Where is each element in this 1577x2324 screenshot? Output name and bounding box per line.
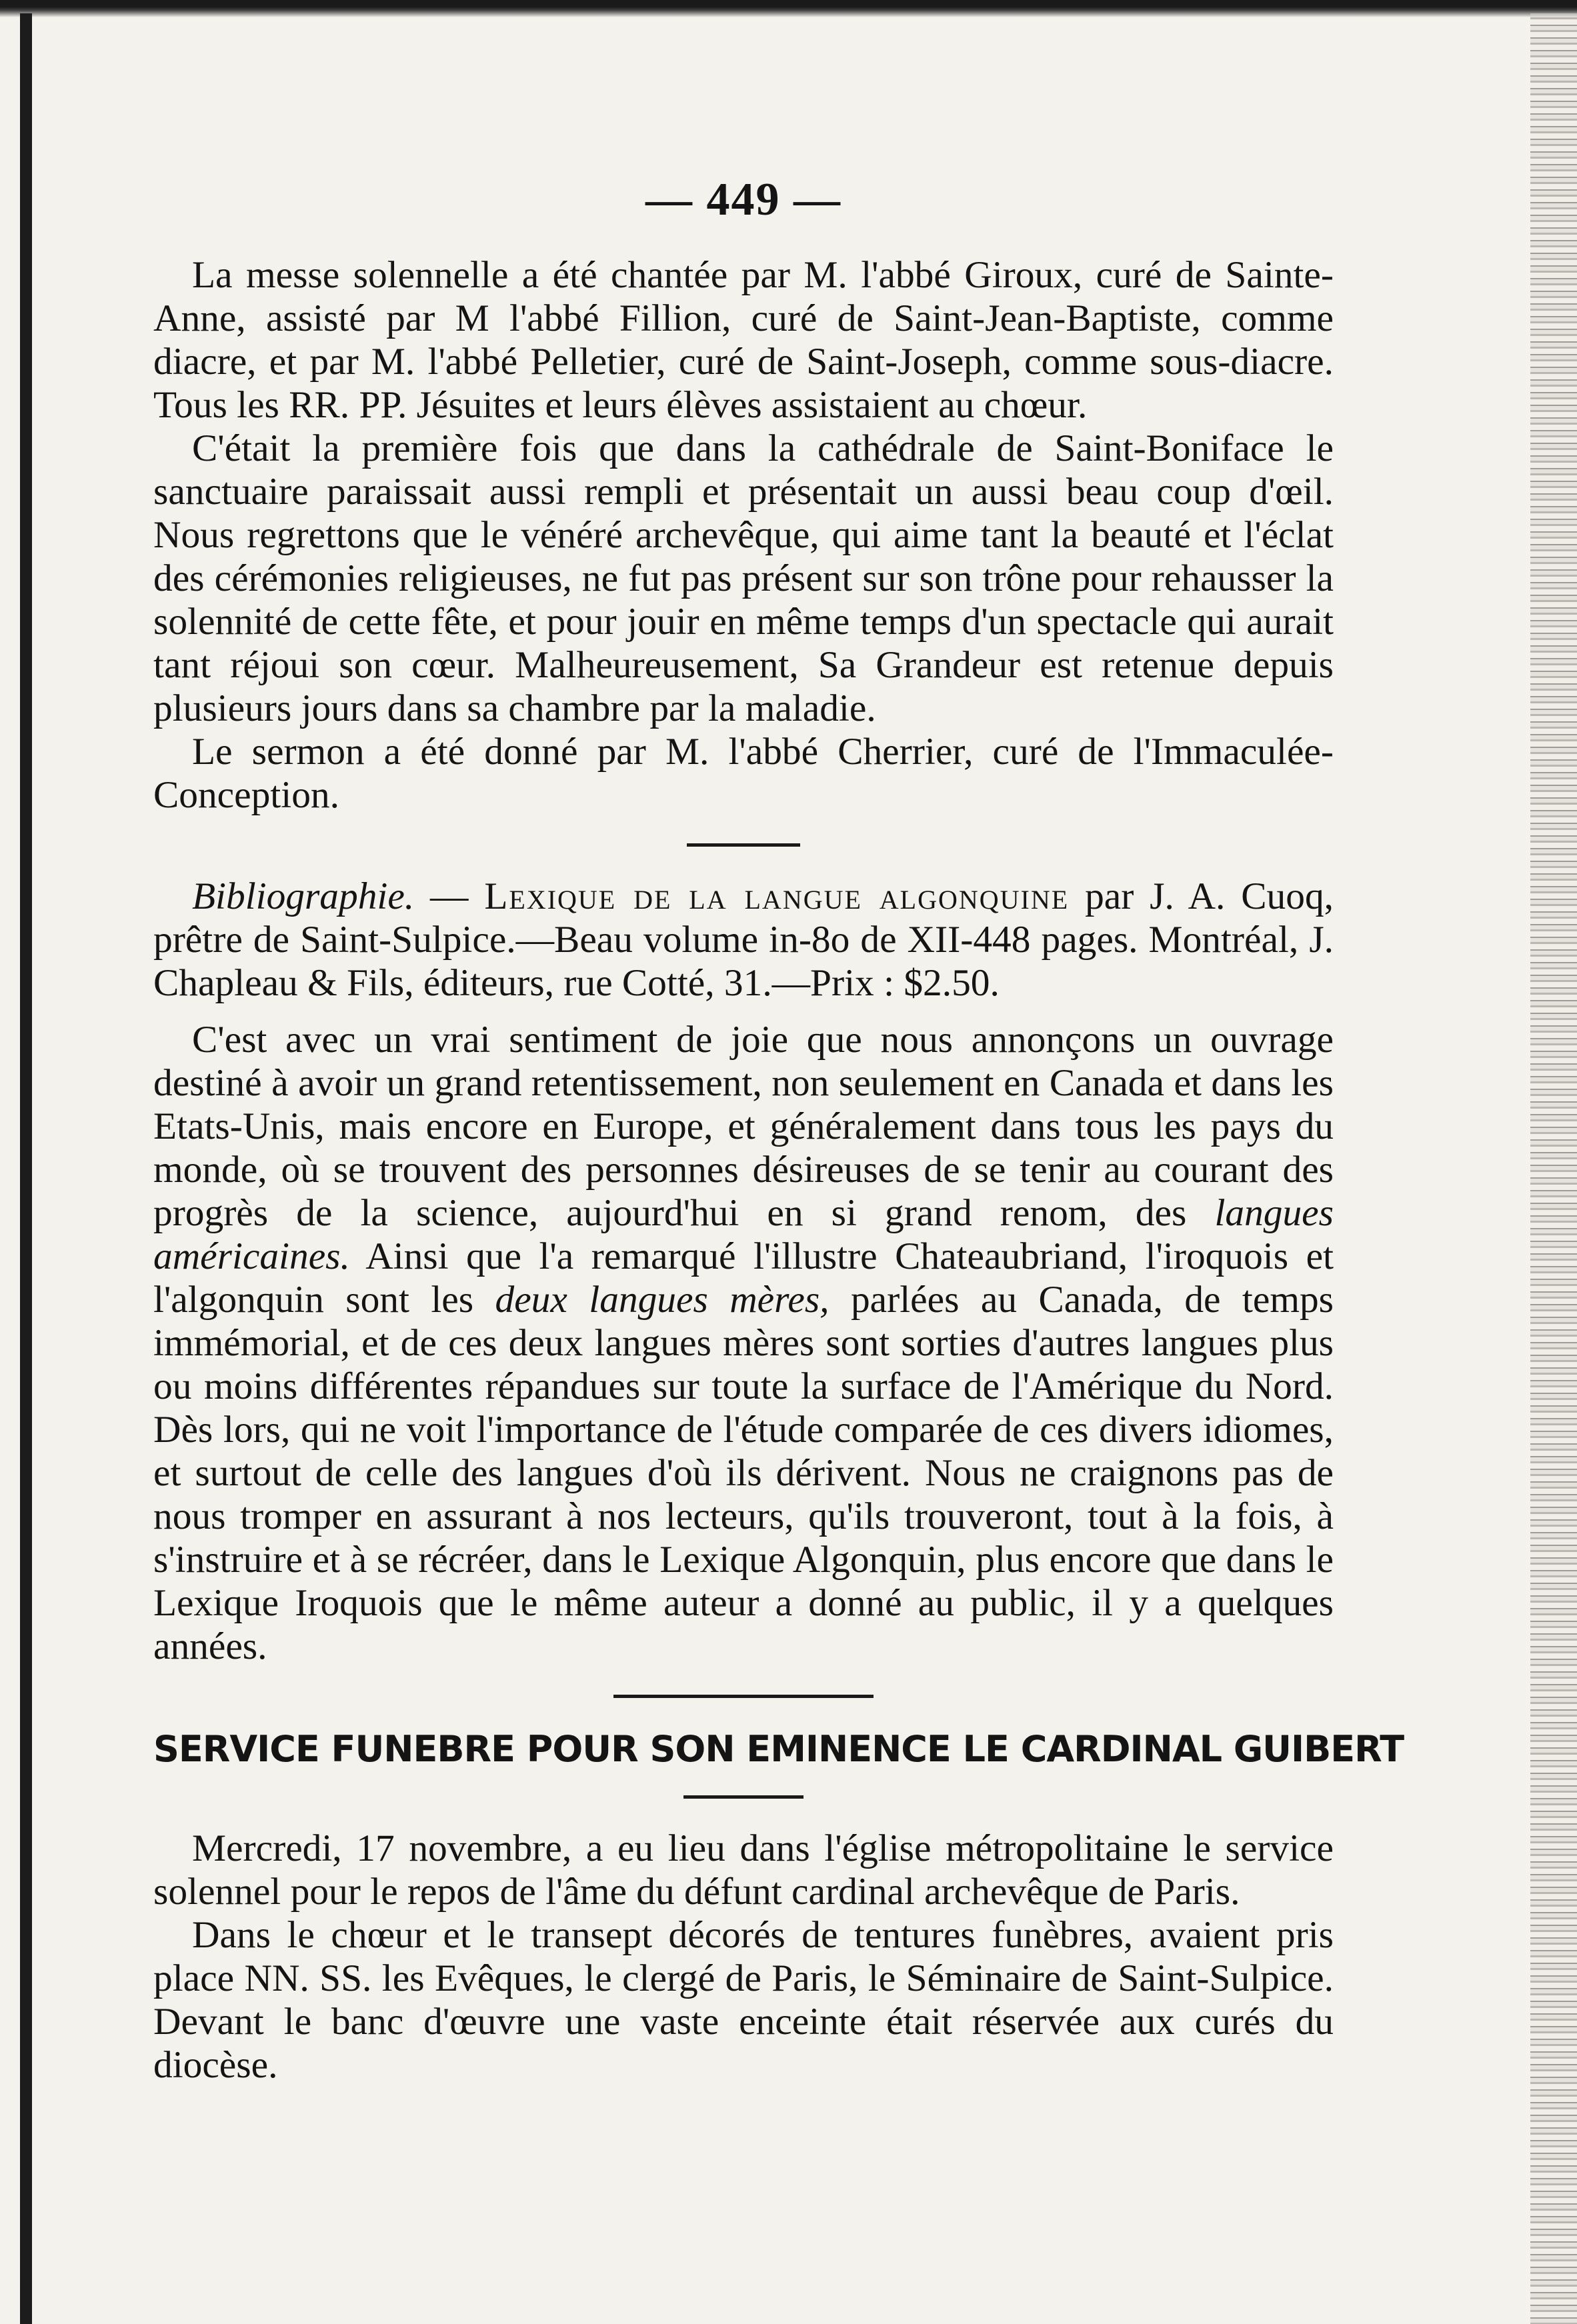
review-text-2: Ainsi que l'a remarqué l'illustre Chateaubriand, l'iroquois et l'algonquin sont les [153, 1235, 1334, 1321]
section-heading: SERVICE FUNEBRE POUR SON EMINENCE LE CARDINAL GUIBERT [153, 1728, 1404, 1770]
paragraph-cathedral: C'était la première fois que dans la cathédrale de Saint-Boniface le sanctuaire paraissait aussi rempli et présentait un aussi beau coup d'œil. Nous regrettons que le vénéré archevêque, qui aime tant la beauté et l'éclat des cérémonies religieuses, ne fut pas présent sur son trône pour rehausser la solennité de cette fête, et pour jouir en même temps d'un spectacle qui aurait tant réjoui son cœur. Malheureusement, Sa Grandeur est retenue depuis plusieurs jours dans sa chambre par la maladie. [153, 427, 1334, 729]
bibliography-entry [153, 875, 1334, 1005]
heading-underline [683, 1795, 804, 1799]
page-number-left-ornament: — [645, 174, 707, 225]
top-border [0, 0, 1577, 17]
paragraph-sermon: Le sermon a été donné par M. l'abbé Cherrier, curé de l'Immaculée-Conception. [153, 731, 1334, 816]
bibliography-details: par J. A. Cuoq, prêtre de Saint-Sulpice.—Beau volume in-8o de XII-448 pages. Montréal, J. Chapleau & Fils, éditeurs, rue Cotté, 31.—Prix : $2.50. [153, 875, 1334, 1004]
review-emphasis-1: langues américaines. [153, 1192, 1334, 1277]
bibliography-label: Bibliographie. [192, 875, 415, 917]
paragraph-mass: La messe solennelle a été chantée par M. l'abbé Giroux, curé de Sainte-Anne, assisté par M l'abbé Fillion, curé de Saint-Jean-Baptiste, comme diacre, et par M. l'abbé Pelletier, curé de Saint-Joseph, comme sous-diacre. Tous les RR. PP. Jésuites et leurs élèves assistaient au chœur. [153, 254, 1334, 426]
left-border [20, 13, 32, 2324]
section-divider [613, 1695, 874, 1698]
bibliography-dash: — [414, 875, 485, 917]
review-text-1: C'est avec un vrai sentiment de joie que nous annonçons un ouvrage destiné à avoir un grand retentissement, non seulement en Canada et dans les Etats-Unis, mais encore en Europe, et généralement dans tous les pays du monde, où se trouvent des personnes désireuses de se tenir au courant des progrès de la science, aujourd'hui en si grand renom, des [153, 1019, 1334, 1234]
section-divider [687, 843, 800, 847]
bibliography-title: Lexique de la langue algonquine [484, 875, 1070, 917]
review-emphasis-2: deux langues mères, [495, 1279, 830, 1321]
review-text-3: parlées au Canada, de temps immémorial, et de ces deux langues mères sont sorties d'autres langues plus ou moins différentes répandues sur toute la surface de l'Amérique du Nord. Dès lors, qui ne voit l'importance de l'étude comparée de ces divers idiomes, et surtout de celle des langues d'où ils dérivent. Nous ne craignons pas de nous tromper en assurant à nos lecteurs, qu'ils trouveront, tout à la fois, à s'instruire et à se récréer, dans le Lexique Algonquin, plus encore que dans le Lexique Iroquois que le même auteur a donné au public, il y a quelques années. [153, 1279, 1334, 1667]
paragraph-choir: Dans le chœur et le transept décorés de tentures funèbres, avaient pris place NN. SS. les Evêques, le clergé de Paris, le Séminaire de Saint-Sulpice. Devant le banc d'œuvre une vaste enceinte était réservée aux curés du diocèse. [153, 1914, 1334, 2086]
paragraph-service: Mercredi, 17 novembre, a eu lieu dans l'église métropolitaine le service solennel pour le repos de l'âme du défunt cardinal archevêque de Paris. [153, 1827, 1334, 1913]
page-edge-shadow [1530, 13, 1577, 2324]
paragraph-review [153, 1018, 1334, 1668]
page-number [153, 173, 1334, 227]
page-number-right-ornament: — [780, 174, 842, 225]
page-number-value: 449 [706, 174, 781, 225]
page-content [153, 173, 1404, 2087]
